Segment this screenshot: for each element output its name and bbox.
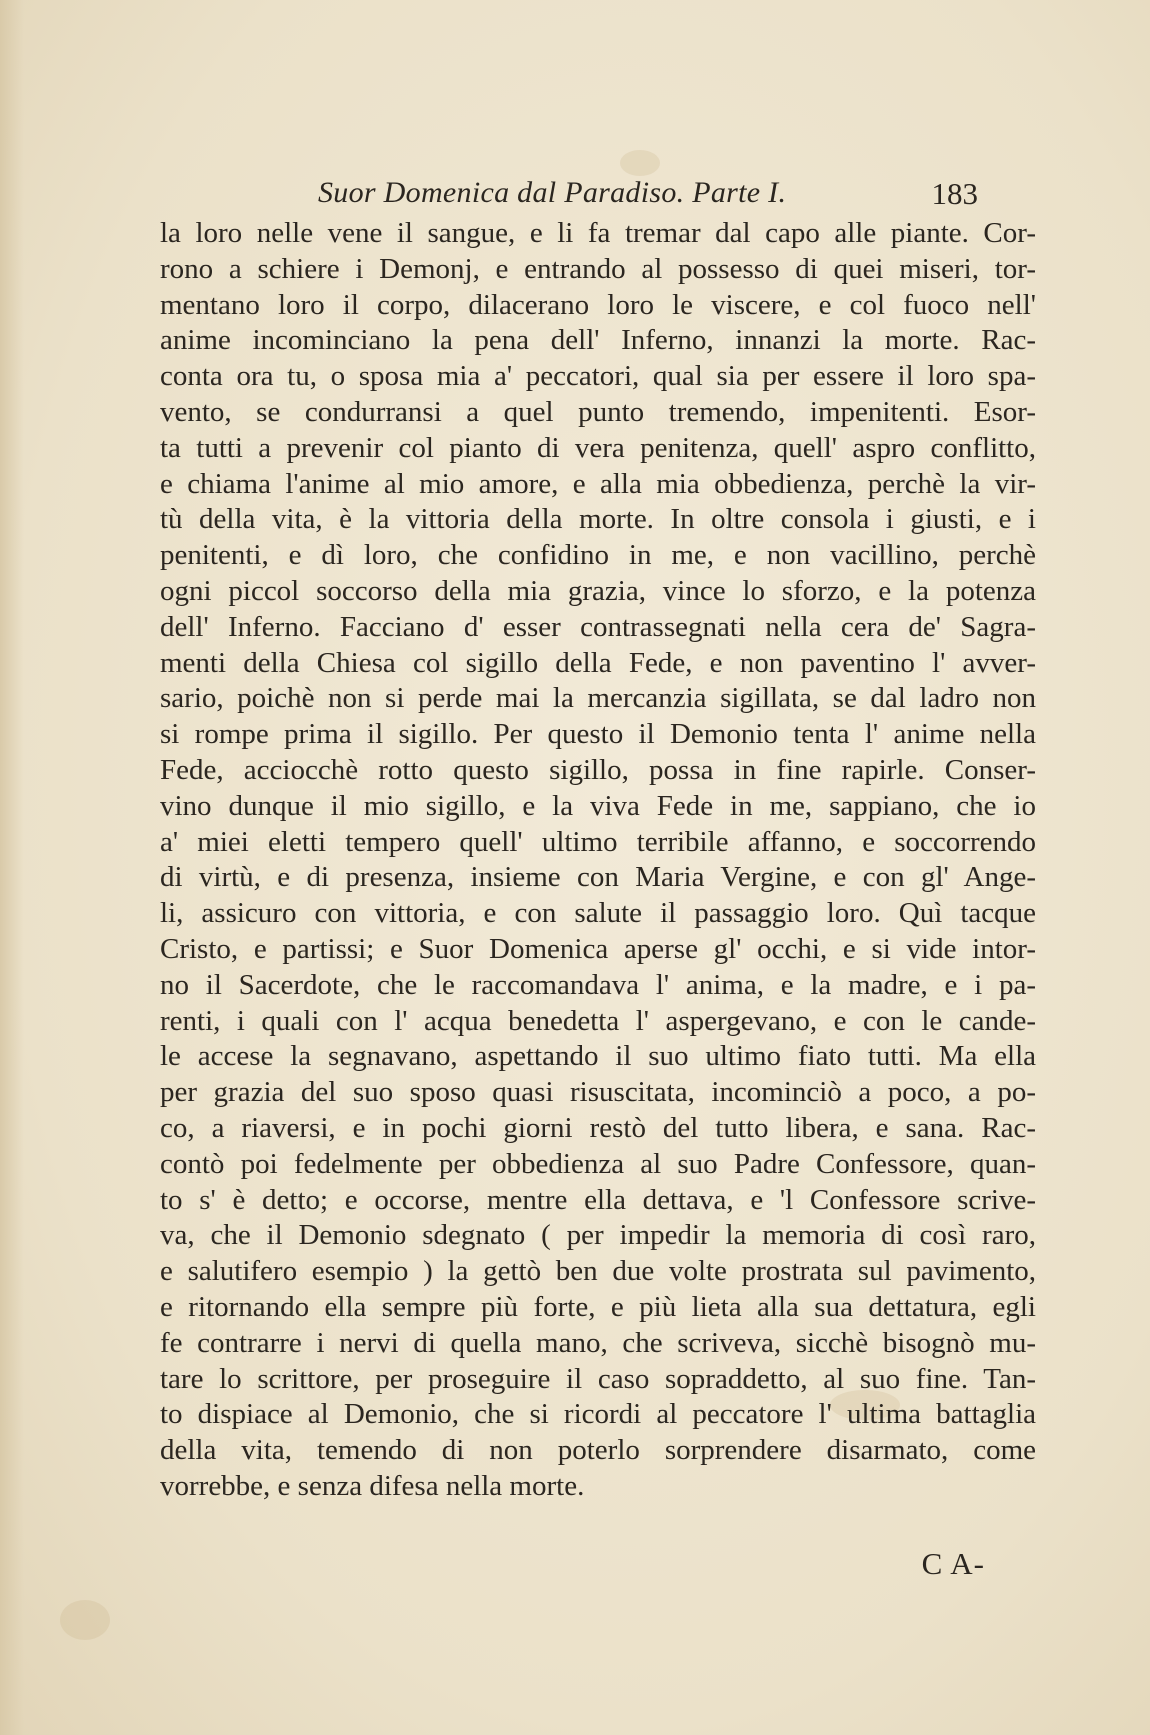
text-line: contò poi fedelmente per obbedienza al suo Padre Confessore, quan-	[160, 1147, 1036, 1180]
text-line: va, che il Demonio sdegnato ( per impedir la memoria di così raro,	[160, 1219, 1036, 1252]
paper-stain	[620, 150, 660, 176]
text-line: fe contrarre i nervi di quella mano, che scriveva, sicchè bisognò mu-	[160, 1326, 1036, 1359]
running-title: Suor Domenica dal Paradiso. Parte I.	[318, 176, 787, 209]
text-line: mentano loro il corpo, dilacerano loro le viscere, e col fuoco nell'	[160, 288, 1036, 321]
text-line: no il Sacerdote, che le raccomandava l' anima, e la madre, e i pa-	[160, 968, 1036, 1001]
text-line: anime incominciano la pena dell' Inferno, innanzi la morte. Rac-	[160, 324, 1036, 357]
text-line: per grazia del suo sposo quasi risuscitata, incominciò a poco, a po-	[160, 1076, 1036, 1109]
text-line: menti della Chiesa col sigillo della Fede, e non paventino l' avver-	[160, 646, 1036, 679]
text-line: penitenti, e dì loro, che confidino in me, e non vacillino, perchè	[160, 539, 1036, 572]
paper-stain	[60, 1600, 110, 1640]
text-line: ta tutti a prevenir col pianto di vera penitenza, quell' aspro conflitto,	[160, 431, 1036, 464]
text-line: tù della vita, è la vittoria della morte. In oltre consola i giusti, e i	[160, 503, 1036, 536]
catchword: C A-	[921, 1546, 985, 1581]
page-edge-shadow	[0, 0, 24, 1735]
text-line: tare lo scrittore, per proseguire il caso sopraddetto, al suo fine. Tan-	[160, 1362, 1036, 1395]
text-line: e chiama l'anime al mio amore, e alla mia obbedienza, perchè la vir-	[160, 467, 1036, 500]
text-line: vino dunque il mio sigillo, e la viva Fede in me, sappiano, che io	[160, 789, 1036, 822]
text-line: li, assicuro con vittoria, e con salute il passaggio loro. Quì tacque	[160, 897, 1036, 930]
text-line: conta ora tu, o sposa mia a' peccatori, qual sia per essere il loro spa-	[160, 360, 1036, 393]
text-line: della vita, temendo di non poterlo sorprendere disarmato, come	[160, 1434, 1036, 1467]
text-line: sario, poichè non si perde mai la mercanzia sigillata, se dal ladro non	[160, 682, 1036, 715]
text-line: a' miei eletti tempero quell' ultimo terribile affanno, e soccorrendo	[160, 825, 1036, 858]
text-line: vento, se condurransi a quel punto tremendo, impenitenti. Esor-	[160, 395, 1036, 428]
text-line: Cristo, e partissi; e Suor Domenica aperse gl' occhi, e si vide intor-	[160, 932, 1036, 965]
text-line: si rompe prima il sigillo. Per questo il Demonio tenta l' anime nella	[160, 718, 1036, 751]
text-line: renti, i quali con l' acqua benedetta l' aspergevano, e con le cande-	[160, 1004, 1036, 1037]
text-line: co, a riaversi, e in pochi giorni restò del tutto libera, e sana. Rac-	[160, 1111, 1036, 1144]
text-line: e ritornando ella sempre più forte, e più lieta alla sua dettatura, egli	[160, 1290, 1036, 1323]
text-line: ogni piccol soccorso della mia grazia, vince lo sforzo, e la potenza	[160, 574, 1036, 607]
text-line: e salutifero esempio ) la gettò ben due volte prostrata sul pavimento,	[160, 1255, 1036, 1288]
text-line: vorrebbe, e senza difesa nella morte.	[160, 1469, 585, 1502]
text-line: to dispiace al Demonio, che si ricordi al peccatore l' ultima battaglia	[160, 1398, 1036, 1431]
text-line: dell' Inferno. Facciano d' esser contrassegnati nella cera de' Sagra-	[160, 610, 1036, 643]
text-line: to s' è detto; e occorse, mentre ella dettava, e 'l Confessore scrive-	[160, 1183, 1036, 1216]
text-line: di virtù, e di presenza, insieme con Maria Vergine, e con gl' Ange-	[160, 861, 1036, 894]
text-line: rono a schiere i Demonj, e entrando al possesso di quei miseri, tor-	[160, 252, 1036, 285]
body-text	[160, 216, 1036, 1505]
page-number: 183	[931, 176, 978, 211]
page-header	[160, 176, 990, 216]
text-line: Fede, acciocchè rotto questo sigillo, possa in fine rapirle. Conser-	[160, 753, 1036, 786]
text-line: le accese la segnavano, aspettando il suo ultimo fiato tutti. Ma ella	[160, 1040, 1036, 1073]
text-line: la loro nelle vene il sangue, e li fa tremar dal capo alle piante. Cor-	[160, 217, 1036, 249]
